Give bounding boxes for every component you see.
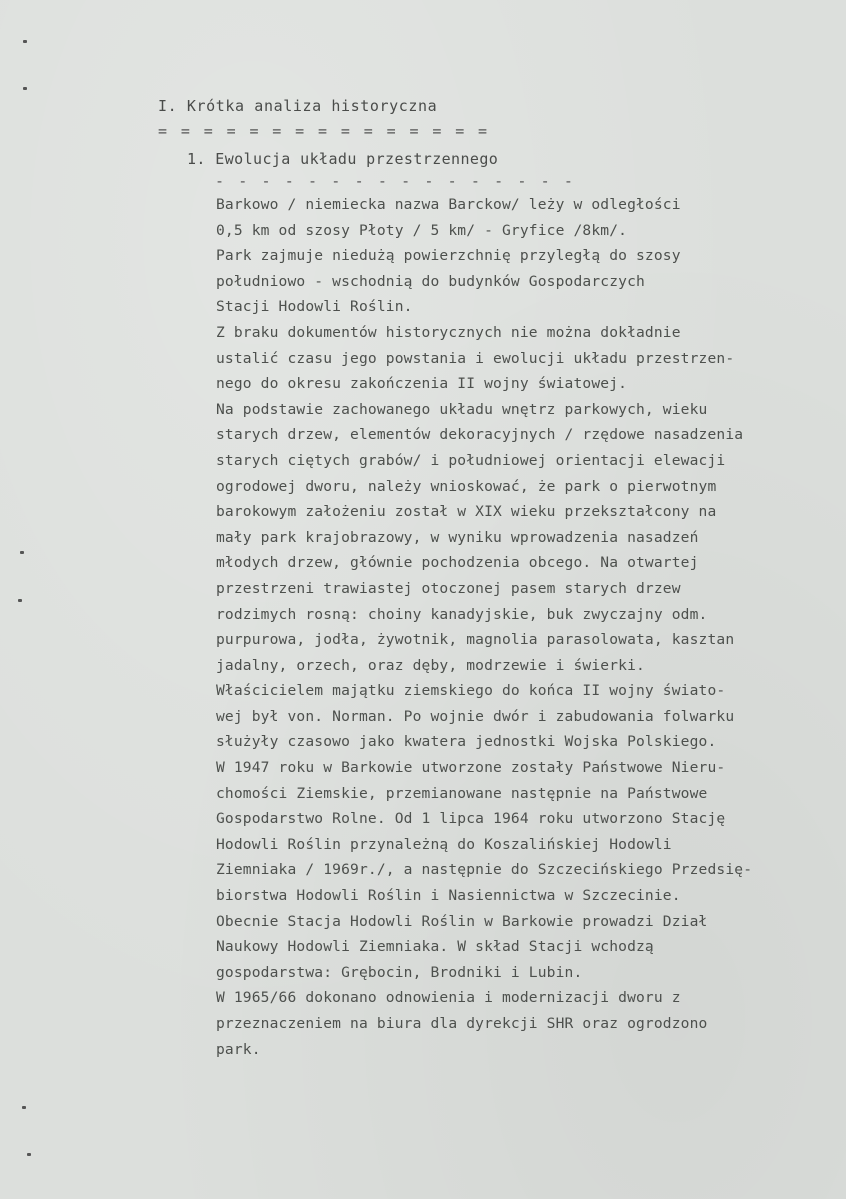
text-line: młodych drzew, głównie pochodzenia obcego. Na otwartej <box>216 554 699 572</box>
text-line: przestrzeni trawiastej otoczonej pasem starych drzew <box>216 579 681 597</box>
text-line: ogrodowej dworu, należy wnioskować, że park o pierwotnym <box>216 477 717 495</box>
text-line: nego do okresu zakończenia II wojny światowej. <box>216 375 628 393</box>
text-line: W 1947 roku w Barkowie utworzone zostały Państwowe Nieru- <box>216 759 726 777</box>
text-line: Ziemniaka / 1969r./, a następnie do Szczecińskiego Przedsię- <box>216 861 753 879</box>
text-line: wej był von. Norman. Po wojnie dwór i zabudowania folwarku <box>216 707 735 725</box>
text-line: Stacji Hodowli Roślin. <box>216 298 413 316</box>
text-line: biorstwa Hodowli Roślin i Nasiennictwa w Szczecinie. <box>216 887 681 905</box>
text-line: 0,5 km od szosy Płoty / 5 km/ - Gryfice /8km/. <box>216 221 628 239</box>
section-title-underline: = = = = = = = = = = = = = = = <box>158 122 490 140</box>
text-line: służyły czasowo jako kwatera jednostki Wojska Polskiego. <box>216 733 717 751</box>
margin-mark <box>22 1106 26 1109</box>
text-line: purpurowa, jodła, żywotnik, magnolia parasolowata, kasztan <box>216 631 735 649</box>
text-line: Park zajmuje niedużą powierzchnię przyległą do szosy <box>216 247 681 265</box>
text-line: W 1965/66 dokonano odnowienia i modernizacji dworu z <box>216 989 681 1007</box>
text-line: park. <box>216 1040 261 1058</box>
subsection-title-underline: - - - - - - - - - - - - - - - - <box>215 172 576 190</box>
margin-mark <box>20 551 24 554</box>
text-line: starych drzew, elementów dekoracyjnych / rzędowe nasadzenia <box>216 426 744 444</box>
text-line: gospodarstwa: Grębocin, Brodniki i Lubin. <box>216 963 583 981</box>
margin-mark <box>27 1153 31 1156</box>
text-line: mały park krajobrazowy, w wyniku wprowadzenia nasadzeń <box>216 528 699 546</box>
text-line: przeznaczeniem na biura dla dyrekcji SHR oraz ogrodzono <box>216 1015 708 1032</box>
text-line: Właścicielem majątku ziemskiego do końca II wojny świato- <box>216 682 726 700</box>
margin-mark <box>23 40 27 43</box>
text-line: Gospodarstwo Rolne. Od 1 lipca 1964 roku utworzono Stację <box>216 810 726 828</box>
text-line: Naukowy Hodowli Ziemniaka. W skład Stacji wchodzą <box>216 938 654 956</box>
margin-mark <box>18 599 22 602</box>
text-line: chomości Ziemskie, przemianowane następnie na Państwowe <box>216 784 708 802</box>
text-line: Z braku dokumentów historycznych nie można dokładnie <box>216 323 681 341</box>
text-line: barokowym założeniu został w XIX wieku przekształcony na <box>216 503 717 521</box>
body-text <box>216 192 842 1062</box>
text-line: jadalny, orzech, oraz dęby, modrzewie i świerki. <box>216 656 645 674</box>
text-line: Barkowo / niemiecka nazwa Barckow/ leży w odległości <box>216 196 681 213</box>
text-line: Hodowli Roślin przynależną do Koszalińskiej Hodowli <box>216 835 672 853</box>
subsection-title: 1. Ewolucja układu przestrzennego <box>187 150 499 168</box>
text-line: Na podstawie zachowanego układu wnętrz parkowych, wieku <box>216 400 708 418</box>
text-line: ustalić czasu jego powstania i ewolucji układu przestrzen- <box>216 349 735 367</box>
text-line: starych ciętych grabów/ i południowej orientacji elewacji <box>216 451 726 469</box>
margin-mark <box>23 87 27 90</box>
text-line: Obecnie Stacja Hodowli Roślin w Barkowie prowadzi Dział <box>216 912 708 930</box>
text-line: południowo - wschodnią do budynków Gospodarczych <box>216 272 645 290</box>
text-line: rodzimych rosną: choiny kanadyjskie, buk zwyczajny odm. <box>216 605 708 623</box>
section-title: I. Krótka analiza historyczna <box>158 97 438 115</box>
